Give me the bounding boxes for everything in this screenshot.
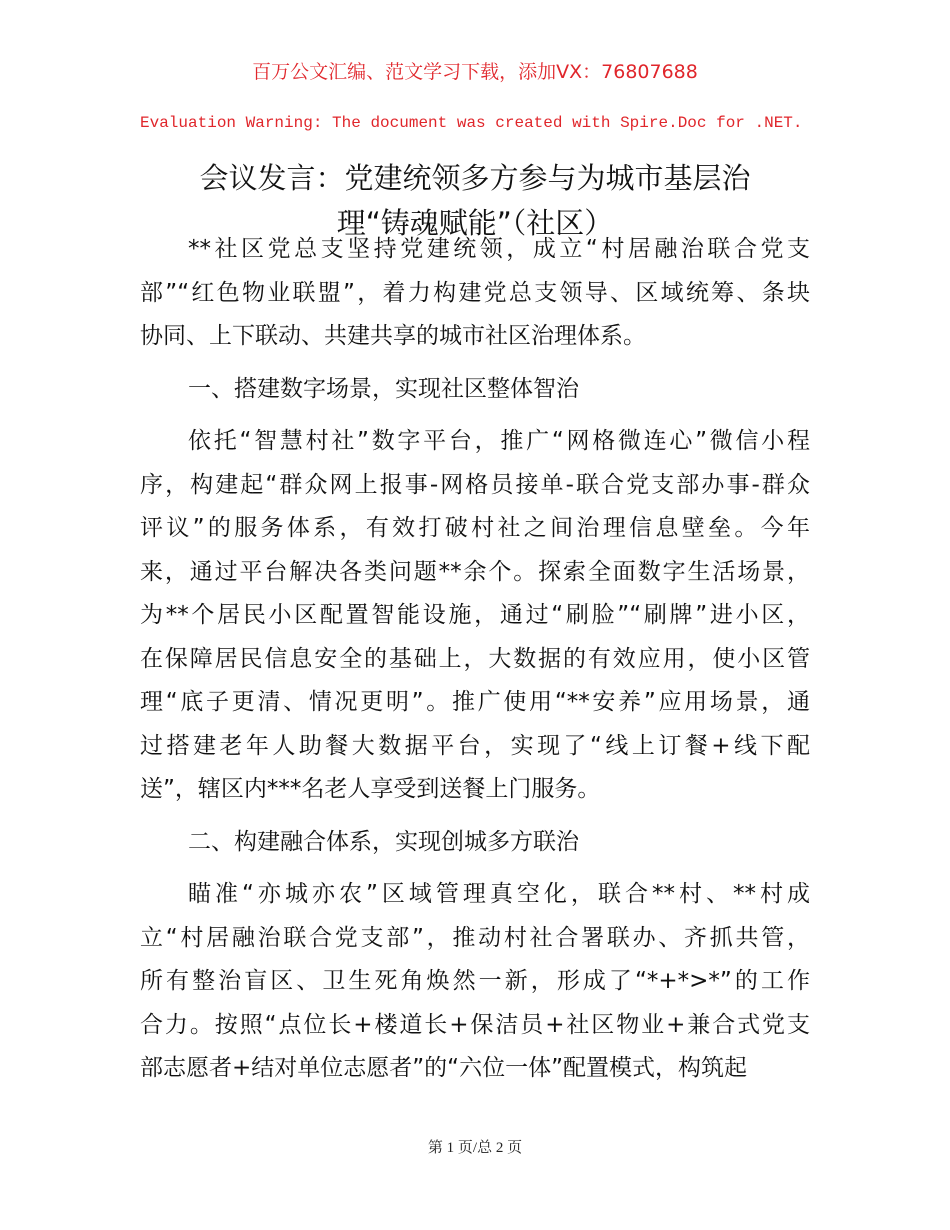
evaluation-warning: Evaluation Warning: The document was created with Spire.Doc for .NET. [140,114,803,132]
text-line: 为**个居民小区配置智能设施，通过“刷脸”“刷牌”进小区， [140,602,810,628]
text-line: 在保障居民信息安全的基础上，大数据的有效应用，使小区管 [140,645,810,672]
text-line: 送”，辖区内***名老人享受到送餐上门服务。 [140,776,601,802]
text-line: 一、搭建数字场景，实现社区整体智治 [188,375,579,402]
section-heading [140,821,810,865]
text-line: 评议”的服务体系，有效打破村社之间治理信息壁垒。今年 [140,515,810,541]
paragraph [140,873,810,1091]
text-line: 序，构建起“群众网上报事-网格员接单-联合党支部办事-群众 [140,471,810,498]
document-body [140,228,810,1100]
title-line: 会议发言：党建统领多方参与为城市基层治 [199,161,751,195]
paragraph [140,420,810,812]
page-footer: 第 1 页/总 2 页 [427,1140,523,1156]
text-line: 部”“红色物业联盟”，着力构建党总支领导、区域统筹、条块 [140,279,810,306]
text-line: 来，通过平台解决各类问题**余个。探索全面数字生活场景， [140,558,810,585]
section-heading [140,368,810,412]
text-line: 合力。按照“点位长+楼道长+保洁员+社区物业+兼合式党支 [140,1011,810,1038]
text-line: 协同、上下联动、共建共享的城市社区治理体系。 [140,323,646,349]
text-line: 过搭建老年人助餐大数据平台，实现了“线上订餐+线下配 [140,732,810,759]
text-line: 二、构建融合体系，实现创城多方联治 [188,828,579,855]
paragraph [140,228,810,359]
text-line: 所有整治盲区、卫生死角焕然一新，形成了“*+*>*”的工作 [140,968,810,994]
text-line: 依托“智慧村社”数字平台，推广“网格微连心”微信小程 [188,428,810,454]
text-line: 瞄准“亦城亦农”区域管理真空化，联合**村、**村成 [188,881,810,907]
text-line: 立“村居融治联合党支部”，推动村社合署联办、齐抓共管， [140,924,810,951]
text-line: 部志愿者+结对单位志愿者”的“六位一体”配置模式，构筑起 [140,1055,748,1081]
text-line: 理“底子更清、情况更明”。推广使用“**安养”应用场景，通 [140,689,810,715]
title-line: 理“铸魂赋能”（社区） [336,206,614,240]
promo-banner: 百万公文汇编、范文学习下载，添加VX：76807688 [252,61,698,83]
text-line: **社区党总支坚持党建统领，成立“村居融治联合党支 [188,236,810,262]
